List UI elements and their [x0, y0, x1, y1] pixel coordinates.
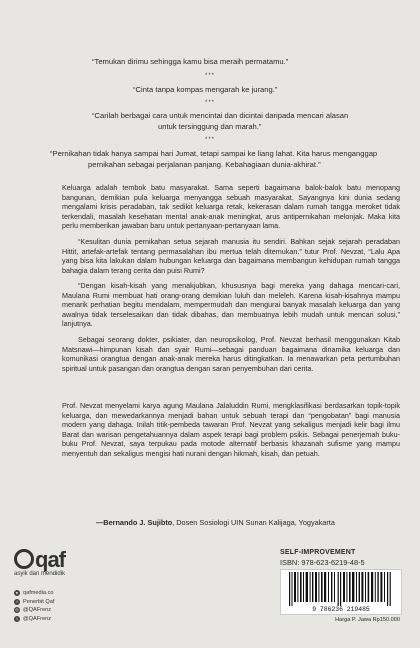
- qaf-logo-icon: [14, 547, 94, 573]
- author-affiliation: , Dosen Sosiologi UIN Sunan Kalijaga, Yogyakarta: [172, 518, 335, 527]
- separator-1: ***: [204, 73, 215, 79]
- publisher-logo: [14, 547, 94, 577]
- barcode: [280, 569, 402, 615]
- facebook-icon: f: [14, 599, 20, 605]
- paragraph-2-text: “Kesulitan dunia pernikahan setua sejarah manusia itu sendiri. Bahkan sejak sejarah peradaban Hittit, artefak-artefak tentang permasalahan ibu mertua telah ditemukan.” tutur Prof. Nevzat, “Lalu Apa yang bisa kita lakukan dalam hubungan keluarga dan bagaimana membangun kehidupan rumah tangga bahagia dalam terang cerita dan puisi Rumi?: [62, 237, 400, 275]
- instagram-row[interactable]: [14, 606, 54, 615]
- facebook-row[interactable]: [14, 598, 54, 607]
- paragraph-4-text: Sebagai seorang dokter, psikiater, dan neuropsikolog, Prof. Nevzat berhasil menggunakan Kitab Matsnawi—himpunan kisah dan syair Rumi—sebagai panduan bagaimana dinamika keluarga dan komunikasi orangtua dengan anak-anak mereka harus ditingkatkan. Ia menawarkan peta pertumbuhan spiritual untuk pasangan dan orangtua dengan saran penyembuhan dari cerita.: [62, 335, 400, 373]
- paragraph-5-text: Prof. Nevzat menyelami karya agung Maulana Jalaluddin Rumi, mengklasifikasi berdasarkan topik-topik keluarga, dan mewedarkannya menjadi bahan untuk sebuah terapi dan “pengobatan” bagi manusia modern yang dahaga. Inilah titik-pembeda tawaran Prof. Nevzat yang sekaligus menjadi kelir bagi ilmu Barat dan warisan pengetahuannya dalam aspek terapi bagi problem psikis. Sebagai penerjemah buku-buku Prof. Nevzat, saya terpukau pada motode alternatif berbasis khazanah sufisme yang mampu menyentuh dan sekaligus mengisi hati nurani dengan hikmah, kisah, dan petuah.: [62, 401, 400, 458]
- logo-text: qaf: [35, 547, 65, 572]
- separator-3: ***: [204, 137, 215, 143]
- quote-3-line-2: untuk tersinggung dan marah.”: [158, 122, 262, 131]
- quote-4-line-2: pernikahan sebagai perjalanan panjang. Kebahagiaan dunia-akhirat.”: [88, 160, 321, 169]
- quote-1: “Temukan dirimu sehingga kamu bisa meraih permatamu.”: [92, 57, 289, 66]
- paragraph-4: [62, 335, 400, 373]
- paragraph-1: [62, 183, 400, 231]
- paragraph-3-text: “Dengan kisah-kisah yang menakjubkan, khususnya bagi mereka yang dahaga mencari-cari, Maulana Rumi membuat hati orang-orang demikian luluh dan meleleh. Karena kisah-kisahnya mampu menarik perhatian begitu mendalam, mempermudah dan mengurai banyak masalah keluarga dan yang awalnya tidak terselesaikan dan tidak dibahas, dan membuatnya lebih mudah untuk mencari solusi,” lanjutnya.: [62, 281, 400, 329]
- paragraph-2: [62, 237, 400, 275]
- instagram-text: @QAFrenz: [23, 607, 52, 614]
- twitter-row[interactable]: [14, 615, 54, 624]
- author-name: —Bernando J. Sujibto: [96, 518, 173, 527]
- publisher-social-links: [14, 589, 54, 623]
- twitter-icon: t: [14, 616, 20, 622]
- isbn-label: ISBN: 978-623-6219-48-5: [280, 558, 365, 567]
- website-text: qafmedia.co: [23, 590, 54, 596]
- facebook-text: Penerbit Qaf: [23, 598, 55, 605]
- category-label: SELF-IMPROVEMENT: [280, 549, 356, 556]
- publisher-tagline: asyik dan mendidik: [14, 571, 66, 577]
- paragraph-1-text: Keluarga adalah tembok batu masyarakat. Sama seperti bagaimana balok-balok batu menopang bangunan, demikian pula keluarga menyangga sebuah masyarakat. Sayangnya kini dunia sedang mengalami krisis peradaban, tak sedikit keluarga retak, kekerasan dalam rumah tangga meroket tidak terkendali, masalah kesehatan mental anak-anak meningkat, arus antipernikahan melonjak. Maka kita perlu memberikan jawaban baru untuk pertanyaan-pertanyaan lama.: [62, 183, 400, 231]
- website-row[interactable]: [14, 589, 54, 598]
- barcode-number: 9 786236 219485: [312, 606, 370, 613]
- endorsement-author: [96, 518, 335, 527]
- globe-icon: ●: [15, 590, 19, 596]
- twitter-text: @QAFrenz: [23, 615, 52, 622]
- quote-3-line-1: “Carilah berbagai cara untuk mencintai dan dicintai daripada mencari alasan: [92, 111, 349, 120]
- barcode-bars-icon: [281, 572, 401, 606]
- paragraph-3: [62, 281, 400, 329]
- quote-4-line-1: “Pernikahan tidak hanya sampai hari Jumat, tetapi sampai ke liang lahat. Kita harus menganggap: [50, 149, 378, 158]
- price-label: Harga P. Jawa Rp150.000: [335, 617, 400, 623]
- book-meta: [280, 549, 400, 623]
- quote-2: “Cinta tanpa kompas mengarah ke jurang.”: [133, 85, 278, 94]
- paragraph-5: [62, 401, 400, 459]
- separator-2: ***: [204, 100, 215, 106]
- instagram-icon: ◎: [15, 607, 19, 613]
